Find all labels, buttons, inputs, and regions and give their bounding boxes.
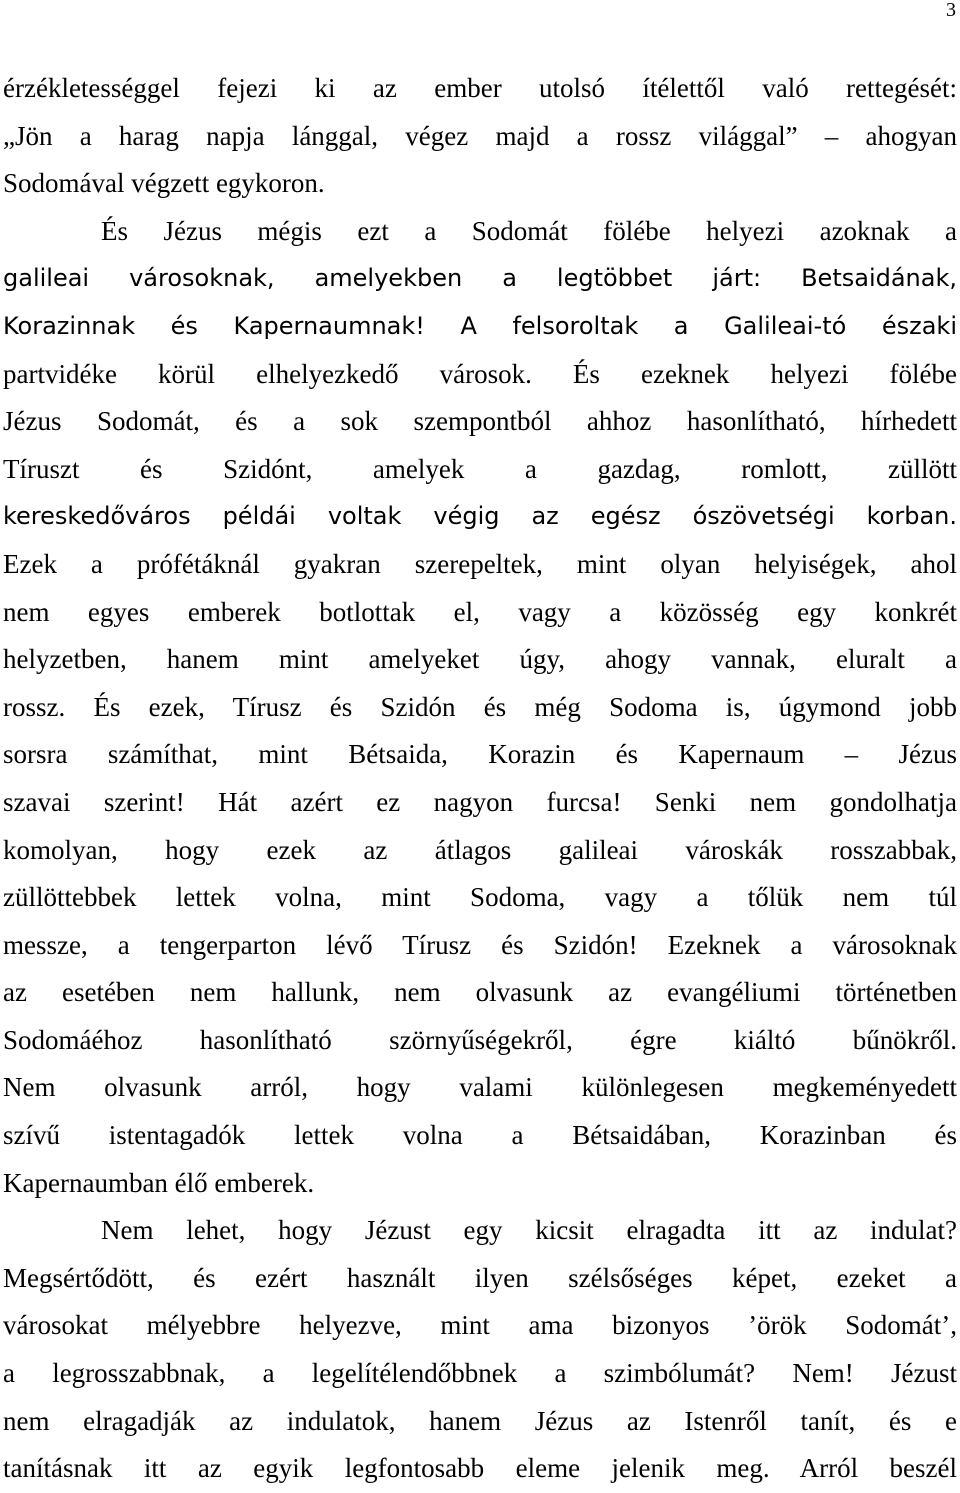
- text-line: sorsra számíthat, mint Bétsaida, Korazin és Kapernaum – Jézus: [3, 739, 957, 770]
- text-line: a legrosszabbnak, a legelítélendőbbnek a szimbólumát? Nem! Jézust: [3, 1358, 957, 1389]
- text-line: rossz. És ezek, Tírusz és Szidón és még Sodoma is, úgymond jobb: [3, 691, 957, 722]
- text-line: partvidéke körül elhelyezkedő városok. És ezeknek helyezi fölébe: [3, 358, 957, 389]
- paragraph: [3, 65, 957, 208]
- text-line: tanításnak itt az egyik legfontosabb eleme jelenik meg. Arról beszél: [3, 1453, 957, 1484]
- text-line: szavai szerint! Hát azért ez nagyon furcsa! Senki nem gondolhatja: [3, 786, 957, 817]
- text-line: érzékletességgel fejezi ki az ember utolsó ítélettől való rettegését:: [3, 73, 957, 103]
- text-line: Kapernaumban élő emberek.: [3, 1167, 315, 1198]
- text-line: Jézus Sodomát, és a sok szempontból ahhoz hasonlítható, hírhedett: [3, 406, 957, 437]
- text-line: galileai városoknak, amelyekben a legtöbbet járt: Betsaidának,: [3, 264, 957, 293]
- text-line: Nem lehet, hogy Jézust egy kicsit elragadta itt az indulat?: [101, 1215, 957, 1246]
- text-line: városokat mélyebbre helyezve, mint ama bizonyos ’örök Sodomát’,: [3, 1310, 957, 1341]
- text-line: És Jézus mégis ezt a Sodomát fölébe helyezi azoknak a: [101, 215, 957, 246]
- text-line: nem egyes emberek botlottak el, vagy a közösség egy konkrét: [3, 596, 957, 627]
- text-line: Ezek a prófétáknál gyakran szerepeltek, mint olyan helyiségek, ahol: [3, 548, 957, 579]
- text-line: Tíruszt és Szidónt, amelyek a gazdag, romlott, züllött: [3, 453, 957, 484]
- text-line: kereskedőváros példái voltak végig az egész ószövetségi korban.: [3, 502, 957, 531]
- text-line: Nem olvasunk arról, hogy valami különlegesen megkeményedett: [3, 1072, 957, 1103]
- text-line: helyzetben, hanem mint amelyeket úgy, ahogy vannak, eluralt a: [3, 644, 957, 675]
- text-line: az esetében nem hallunk, nem olvasunk az evangéliumi történetben: [3, 977, 957, 1008]
- paragraph: [3, 1207, 957, 1493]
- text-line: messze, a tengerparton lévő Tírusz és Szidón! Ezeknek a városoknak: [3, 929, 957, 960]
- text-line: Megsértődött, és ezért használt ilyen szélsőséges képet, ezeket a: [3, 1262, 957, 1293]
- text-line: Sodomával végzett egykoron.: [3, 168, 325, 199]
- body-text: [3, 65, 957, 1493]
- text-line: Sodomáéhoz hasonlítható szörnyűségekről, égre kiáltó bűnökről.: [3, 1024, 957, 1055]
- text-line: „Jön a harag napja lánggal, végez majd a rossz világgal” – ahogyan: [3, 120, 957, 151]
- text-line: szívű istentagadók lettek volna a Bétsaidában, Korazinban és: [3, 1120, 957, 1151]
- paragraph: [3, 208, 957, 1207]
- text-line: komolyan, hogy ezek az átlagos galileai városkák rosszabbak,: [3, 834, 957, 865]
- text-line: nem elragadják az indulatok, hanem Jézus az Istenről tanít, és e: [3, 1405, 957, 1436]
- text-line: Korazinnak és Kapernaumnak! A felsoroltak a Galileai-tó északi: [3, 311, 957, 340]
- text-line: züllöttebbek lettek volna, mint Sodoma, vagy a tőlük nem túl: [3, 882, 957, 913]
- page-number: 3: [946, 0, 956, 21]
